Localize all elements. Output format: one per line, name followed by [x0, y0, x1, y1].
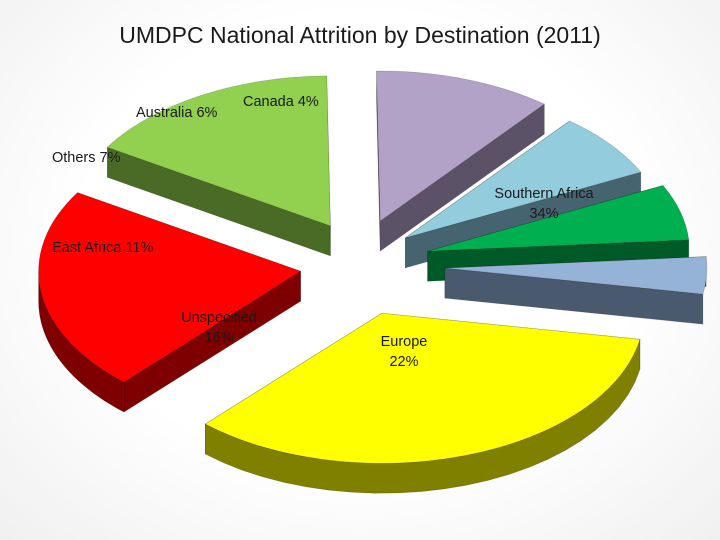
data-label-others: Others 7% — [52, 150, 121, 166]
chart-title: UMDPC National Attrition by Destination (2011) — [119, 22, 601, 48]
data-label-australia: Australia 6% — [136, 105, 218, 121]
data-label-unspecified: Unspecified 16% — [181, 310, 257, 346]
data-label-east-africa: East Africa 11% — [52, 240, 154, 256]
data-label-europe: Europe 22% — [380, 334, 428, 370]
data-label-canada: Canada 4% — [243, 94, 319, 110]
data-label-southern-africa: Southern Africa 34% — [494, 186, 594, 222]
